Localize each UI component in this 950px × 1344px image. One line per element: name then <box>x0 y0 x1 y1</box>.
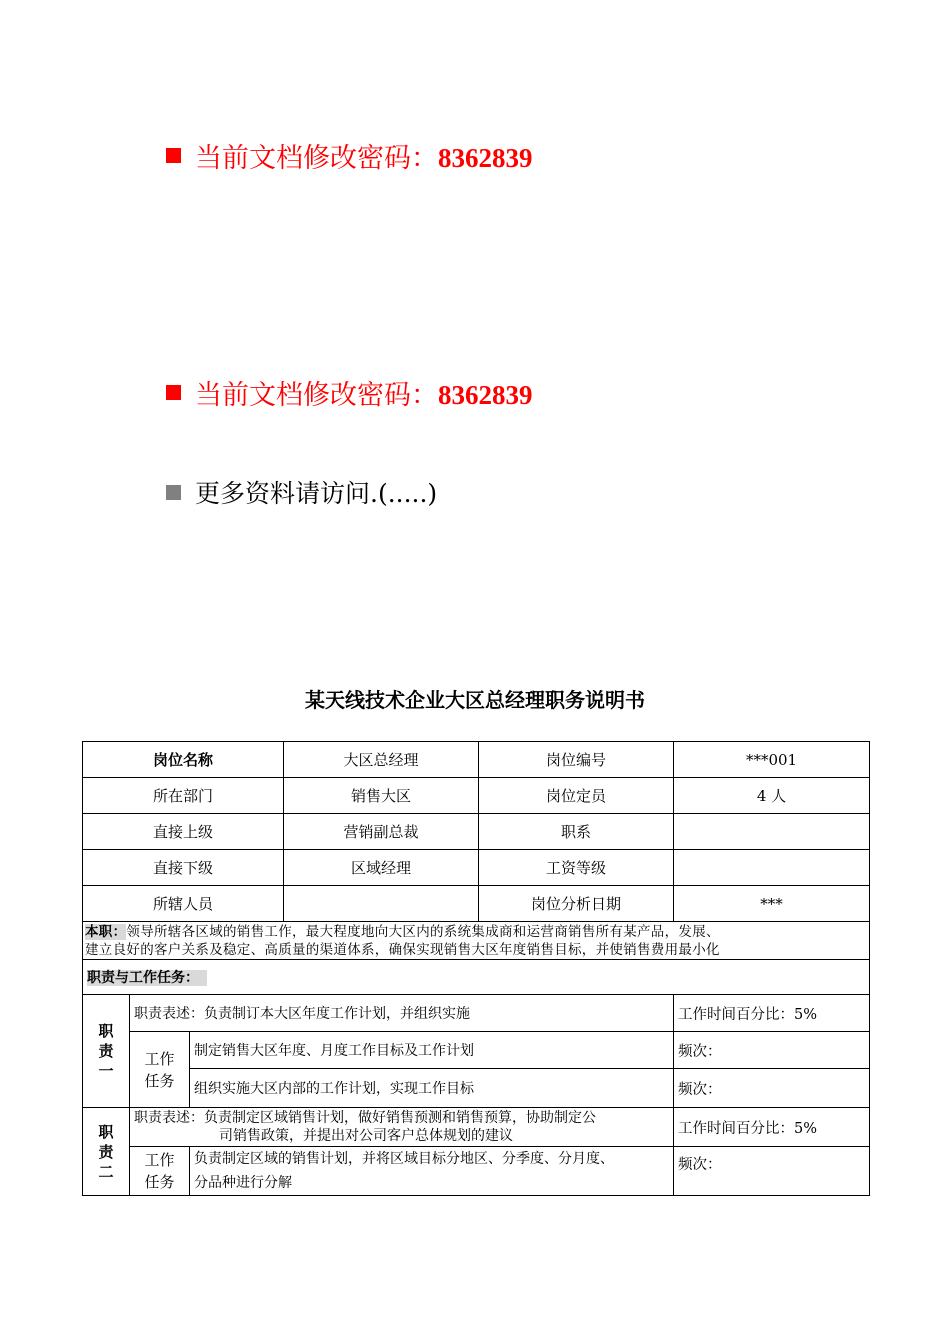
duty2-task: 负责制定区域的销售计划，并将区域目标分地区、分季度、分月度、 分品种进行分解 <box>190 1147 674 1196</box>
notice-code: 8362839 <box>438 143 533 173</box>
info-value: 大区总经理 <box>284 742 479 778</box>
info-value: 营销副总裁 <box>284 814 479 850</box>
info-row <box>83 778 870 814</box>
info-label: 职系 <box>479 814 674 850</box>
more-info-notice <box>166 474 437 510</box>
info-value: ***001 <box>674 742 870 778</box>
info-label: 工资等级 <box>479 850 674 886</box>
benzhi-line-1: 领导所辖各区域的销售工作，最大程度地向大区内的系统集成商和运营商销售所有某产品，发展、 <box>126 923 720 940</box>
notice-code: 8362839 <box>438 380 533 410</box>
duty2-description-line-2: 司销售政策，并提出对公司客户总体规划的建议 <box>219 1128 513 1144</box>
duty1-desc-row <box>83 995 870 1032</box>
duty2-task-label: 工作 任务 <box>130 1147 190 1196</box>
info-row <box>83 742 870 778</box>
info-value: 区域经理 <box>284 850 479 886</box>
red-square-bullet-icon <box>166 148 181 163</box>
info-row <box>83 886 870 922</box>
info-value <box>674 850 870 886</box>
duty1-task-frequency: 频次： <box>674 1032 870 1069</box>
notice-text: 当前文档修改密码： <box>195 143 438 174</box>
info-value: 销售大区 <box>284 778 479 814</box>
info-label: 岗位定员 <box>479 778 674 814</box>
info-value: *** <box>674 886 870 922</box>
info-label: 岗位编号 <box>479 742 674 778</box>
benzhi-line-2: 建立良好的客户关系及稳定、高质量的渠道体系，确保实现销售大区年度销售目标，并使销售费用最小化 <box>85 941 720 958</box>
info-label: 所在部门 <box>83 778 284 814</box>
document-title: 某天线技术企业大区总经理职务说明书 <box>305 688 645 712</box>
info-label: 直接上级 <box>83 814 284 850</box>
info-row <box>83 814 870 850</box>
duty2-description <box>130 1108 674 1147</box>
info-row <box>83 850 870 886</box>
notice-text: 当前文档修改密码： <box>195 380 438 411</box>
info-label: 岗位名称 <box>83 742 284 778</box>
duty1-task-frequency: 频次： <box>674 1069 870 1108</box>
benzhi-row <box>83 922 870 960</box>
duty1-label: 职 责 一 <box>83 995 130 1108</box>
gray-square-bullet-icon <box>166 485 181 500</box>
duty1-time-percent: 工作时间百分比：5% <box>674 995 870 1032</box>
duty1-task: 制定销售大区年度、月度工作目标及工作计划 <box>190 1032 674 1069</box>
benzhi-label: 本职： <box>85 923 127 940</box>
duty1-task-label: 工作 任务 <box>130 1032 190 1108</box>
info-label: 直接下级 <box>83 850 284 886</box>
duty1-task-row <box>83 1069 870 1108</box>
info-value <box>674 814 870 850</box>
info-label: 岗位分析日期 <box>479 886 674 922</box>
duty1-task: 组织实施大区内部的工作计划，实现工作目标 <box>190 1069 674 1108</box>
duty2-description-line-1: 职责表述：负责制定区域销售计划，做好销售预测和销售预算，协助制定公 <box>134 1110 596 1126</box>
red-square-bullet-icon <box>166 385 181 400</box>
duty2-time-percent: 工作时间百分比：5% <box>674 1108 870 1147</box>
duty2-task-row <box>83 1147 870 1196</box>
duty2-desc-row <box>83 1108 870 1147</box>
duty1-description: 职责表述：负责制订本大区年度工作计划，并组织实施 <box>130 995 674 1032</box>
info-label: 所辖人员 <box>83 886 284 922</box>
info-value <box>284 886 479 922</box>
duty2-task-frequency: 频次： <box>674 1147 870 1196</box>
password-notice-1 <box>166 136 533 175</box>
job-description-table <box>82 741 870 1196</box>
duty1-task-row <box>83 1032 870 1069</box>
more-info-text: 更多资料请访问.(.....) <box>195 479 438 508</box>
duty2-label: 职 责 二 <box>83 1108 130 1196</box>
duties-header-row <box>83 960 870 995</box>
info-value: 4 人 <box>674 778 870 814</box>
duties-header: 职责与工作任务： <box>87 970 207 986</box>
password-notice-2 <box>166 373 533 412</box>
